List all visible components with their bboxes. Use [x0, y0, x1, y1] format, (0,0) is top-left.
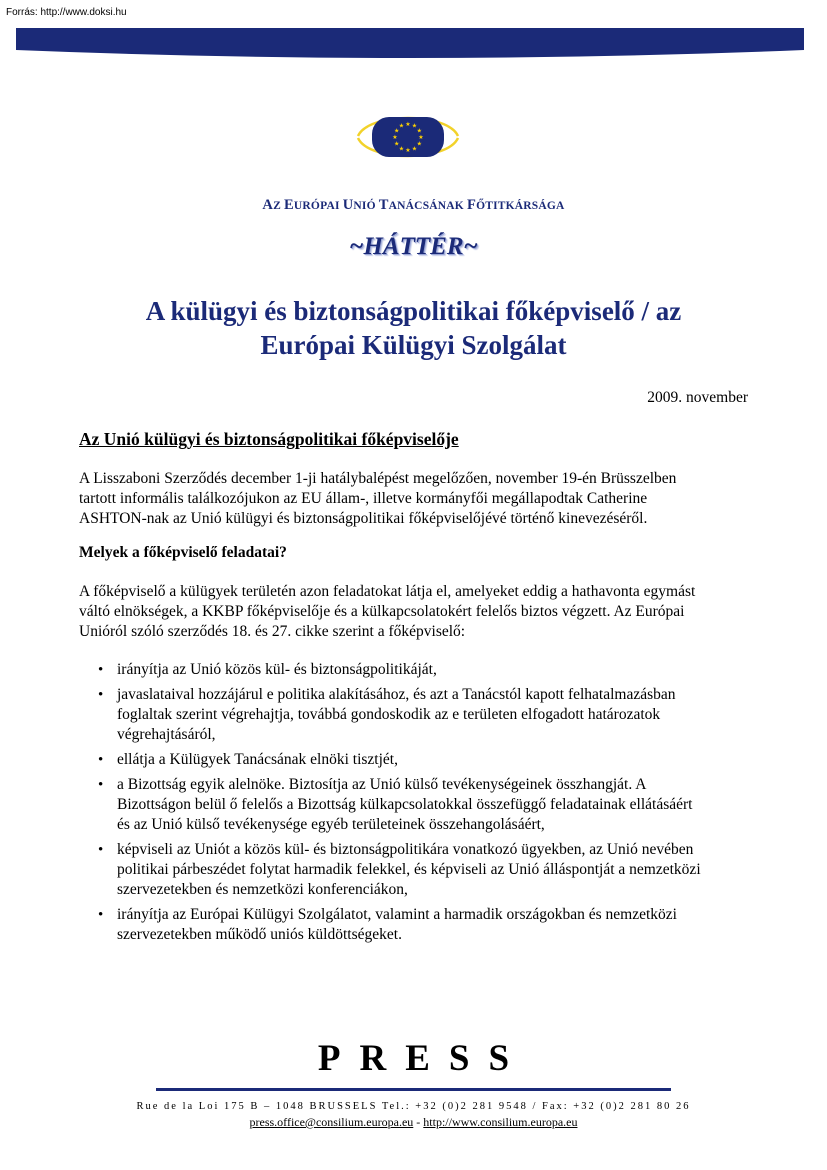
text-line: Bizottságon belül ő felelős a Bizottság külkapcsolatokkal összefüggő feladatainak ellátásáért [117, 796, 693, 813]
website-link[interactable]: http://www.consilium.europa.eu [423, 1115, 578, 1129]
text-line: a Bizottság egyik alelnöke. Biztosítja az Unió külső tevékenységeinek összhangját. A [117, 776, 647, 793]
section-heading: Az Unió külügyi és biztonságpolitikai főképviselője [79, 429, 459, 449]
secretariat-word: EURÓPAI [284, 197, 343, 213]
star-icon: ★ [398, 145, 405, 153]
text-line: szervezetekben és nemzetközi konferenciákon, [117, 881, 408, 898]
star-icon: ★ [405, 121, 411, 128]
footer-divider [156, 1088, 671, 1091]
text-line: és az Unió külső tevékenysége egyéb területeinek összehangolásáért, [117, 816, 545, 833]
banner-shape [16, 28, 804, 58]
star-icon: ★ [416, 127, 422, 135]
email-link[interactable]: press.office@consilium.europa.eu [249, 1115, 414, 1129]
list-item [79, 905, 759, 945]
source-label: Forrás: http://www.doksi.hu [6, 7, 127, 18]
text-line: javaslataival hozzájárul e politika alakításához, és azt a Tanácstól kapott felhatalmazásban [117, 686, 676, 703]
bullet-icon: • [98, 662, 104, 678]
list-item [79, 685, 759, 745]
text-line: irányítja az Európai Külügyi Szolgálatot, valamint a harmadik országokban és nemzetközi [117, 906, 677, 923]
list-item [79, 660, 759, 680]
star-icon: ★ [418, 134, 424, 141]
text-line: A Lisszaboni Szerződés december 1-ji hatálybalépést megelőzően, november 19-én Brüsszelben [79, 470, 677, 487]
tasks-list [79, 660, 759, 950]
postal-address: Rue de la Loi 175 B – 1048 BRUSSELS Tel.: +32 (0)2 281 9548 / Fax: +32 (0)2 281 80 26 [136, 1101, 691, 1112]
text-line: váltó elnökségek, a KKBP főképviselője és a külkapcsolatokért felelős biztos végzett. Az Európai [79, 603, 685, 620]
text-line: ellátja a Külügyek Tanácsának elnöki tisztjét, [117, 751, 398, 768]
top-banner [16, 28, 804, 58]
page-title [60, 294, 767, 362]
contact-line [0, 1115, 827, 1130]
bullet-icon: • [98, 777, 104, 793]
eu-council-emblem-icon [355, 108, 461, 166]
title-line: Európai Külügyi Szolgálat [260, 330, 567, 360]
star-icon: ★ [394, 140, 400, 148]
text-line: politikai párbeszédet folytat harmadik felekkel, és képviseli az Unió álláspontját a nemzetközi [117, 861, 701, 878]
secretariat-word: UNIÓ [342, 197, 379, 213]
star-icon: ★ [411, 122, 418, 130]
text-line: foglaltak szerint végrehajtja, továbbá gondoskodik az e területen elfogadott határozatok [117, 706, 661, 723]
bullet-icon: • [98, 752, 104, 768]
text-line: tartott informális találkozójukon az EU állam-, illetve kormányfői megállapodtak Catherine [79, 490, 648, 507]
tasks-paragraph [79, 582, 759, 642]
title-line: A külügyi és biztonságpolitikai főképviselő / az [145, 296, 682, 326]
list-item [79, 840, 759, 900]
text-line: szervezetekben működő uniós küldöttségeket. [117, 926, 402, 943]
star-icon: ★ [392, 134, 398, 141]
secretariat-name [0, 197, 827, 214]
text-line: irányítja az Unió közös kül- és biztonságpolitikáját, [117, 661, 437, 678]
bullet-icon: • [98, 687, 104, 703]
text-line: Unióról szóló szerződés 18. és 27. cikke szerint a főképviselő: [79, 623, 466, 640]
star-icon: ★ [411, 145, 418, 153]
text-line: A főképviselő a külügyek területén azon feladatokat látja el, amelyeket eddig a hathavonta egymást [79, 583, 696, 600]
bullet-icon: • [98, 842, 104, 858]
text-line: képviseli az Uniót a közös kül- és biztonságpolitikára vonatkozó ügyekben, az Unió nevében [117, 841, 694, 858]
star-icon: ★ [398, 122, 405, 130]
star-icon: ★ [394, 127, 400, 135]
publication-date: 2009. november [647, 389, 748, 406]
text-line: végrehajtásáról, [117, 726, 216, 743]
secretariat-word: TANÁCSÁNAK [378, 197, 468, 213]
text-line: ASHTON-nak az Unió külügyi és biztonságpolitikai főképviselőjévé történő kinevezéséről. [79, 510, 648, 527]
secretariat-word: FŐTITKÁRSÁGA [467, 197, 565, 213]
list-item [79, 750, 759, 770]
secretariat-word: AZ [262, 197, 285, 213]
bullet-icon: • [98, 907, 104, 923]
star-icon: ★ [405, 147, 411, 154]
star-icon: ★ [416, 140, 422, 148]
contact-separator: - [413, 1115, 424, 1129]
subheading-question: Melyek a főképviselő feladatai? [79, 544, 287, 561]
document-kicker: ~HÁTTÉR~ [349, 233, 478, 260]
intro-paragraph [79, 469, 759, 529]
list-item [79, 775, 759, 835]
press-logo: PRESS [317, 1038, 529, 1079]
